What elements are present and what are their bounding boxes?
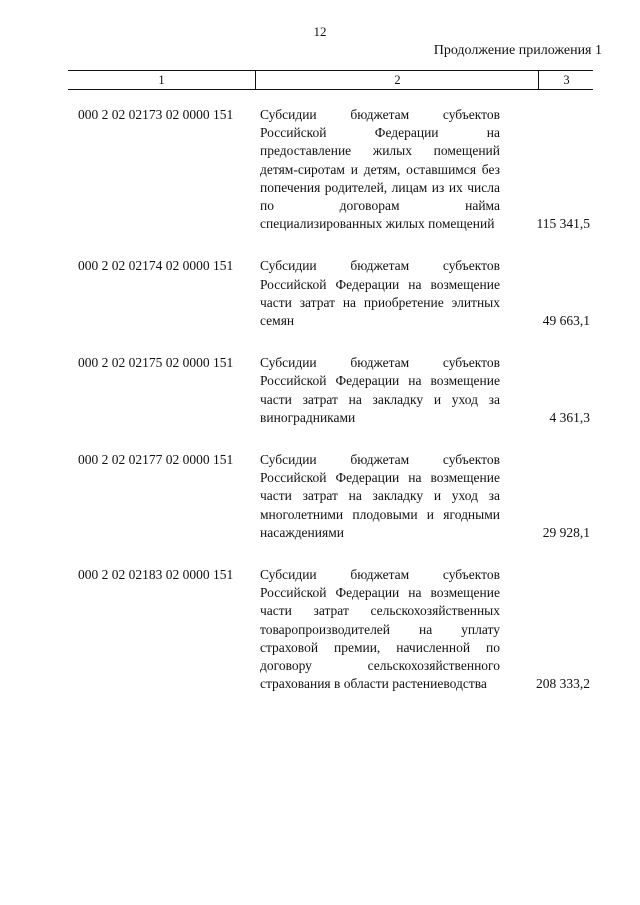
table-row — [0, 257, 640, 330]
budget-code: 000 2 02 02177 02 0000 151 — [78, 452, 234, 468]
row-amount: 49 663,1 — [542, 313, 590, 329]
row-description: Субсидии бюджетам субъектов Российской Федерации на возмещение части затрат сельскохозяйственных товаропроизводителей на уплату страховой премии, начисленной по договору сельскохозяйственного страхования в области растениеводства — [260, 567, 500, 692]
table-row — [0, 566, 640, 693]
table-body — [0, 106, 640, 717]
row-amount: 29 928,1 — [542, 525, 590, 541]
table-row — [0, 106, 640, 233]
column-header-1: 1 — [158, 73, 165, 87]
row-description: Субсидии бюджетам субъектов Российской Федерации на возмещение части затрат на закладку и уход за виноградниками — [260, 355, 500, 425]
continuation-label: Продолжение приложения 1 — [433, 43, 602, 58]
column-header-3: 3 — [538, 71, 594, 89]
table-row — [0, 451, 640, 542]
row-description: Субсидии бюджетам субъектов Российской Федерации на предоставление жилых помещений детям-сиротам и детям, оставшимся без попечения родителей, лицам из их числа по договорам найма специализированных жилых помещений — [260, 107, 500, 232]
row-description: Субсидии бюджетам субъектов Российской Федерации на возмещение части затрат на закладку и уход за многолетними плодовыми и ягодными насаждениями — [260, 452, 500, 540]
row-description: Субсидии бюджетам субъектов Российской Федерации на возмещение части затрат на приобретение элитных семян — [260, 258, 500, 329]
row-amount: 115 341,5 — [536, 216, 590, 232]
table-row — [0, 354, 640, 427]
page-number: 12 — [313, 24, 327, 39]
column-header-2: 2 — [255, 71, 539, 89]
table-header — [68, 70, 593, 90]
row-amount: 208 333,2 — [536, 676, 590, 692]
budget-code: 000 2 02 02174 02 0000 151 — [78, 258, 234, 274]
row-amount: 4 361,3 — [549, 410, 590, 426]
budget-code: 000 2 02 02175 02 0000 151 — [78, 355, 234, 371]
budget-code: 000 2 02 02173 02 0000 151 — [78, 107, 234, 122]
budget-code: 000 2 02 02183 02 0000 151 — [78, 567, 234, 583]
